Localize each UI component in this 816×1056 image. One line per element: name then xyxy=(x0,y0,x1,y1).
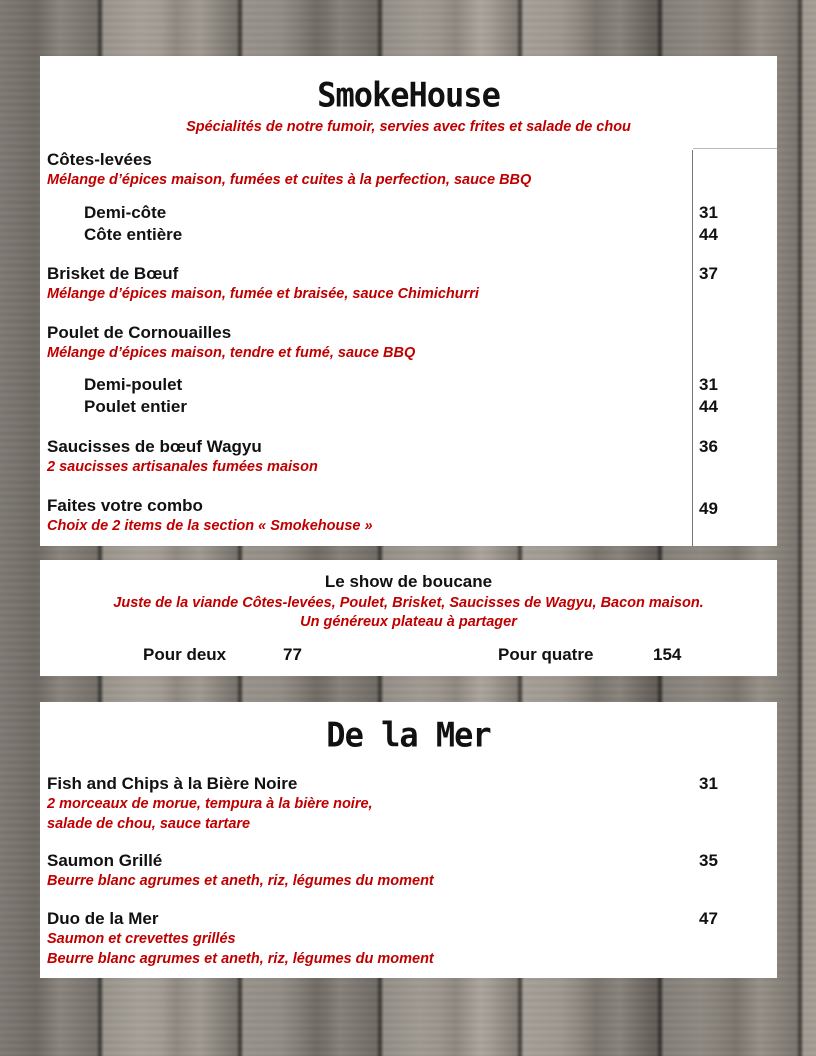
mer-section xyxy=(40,702,777,978)
option-price: 44 xyxy=(699,397,718,416)
menu-item-description: Mélange d’épices maison, tendre et fumé, sauce BBQ xyxy=(47,345,416,361)
menu-item-description: 2 saucisses artisanales fumées maison xyxy=(47,459,318,475)
menu-item-cotes-levees xyxy=(47,150,531,191)
menu-item-name: Faites votre combo xyxy=(47,496,203,515)
menu-item-fish-chips xyxy=(47,774,373,834)
menu-item-price: 35 xyxy=(699,851,718,870)
smokehouse-title: SmokeHouse xyxy=(317,75,500,115)
menu-item-name: Poulet de Cornouailles xyxy=(47,323,232,342)
price-column-divider-top xyxy=(693,148,777,149)
mer-title: De la Mer xyxy=(326,715,491,755)
menu-item-description: Mélange d’épices maison, fumées et cuites à la perfection, sauce BBQ xyxy=(47,172,532,188)
menu-item-price: 37 xyxy=(699,264,718,283)
menu-item-name: Fish and Chips à la Bière Noire xyxy=(47,774,298,793)
option-label: Poulet entier xyxy=(84,397,187,416)
menu-item-combo xyxy=(47,496,373,537)
menu-item-duo xyxy=(47,909,434,969)
menu-item-description: Choix de 2 items de la section « Smokehouse » xyxy=(47,518,373,534)
smokehouse-section xyxy=(40,56,777,546)
menu-item-description: 2 morceaux de morue, tempura à la bière noire, xyxy=(47,796,373,812)
show-description-line: Juste de la viande Côtes-levées, Poulet, Brisket, Saucisses de Wagyu, Bacon maison. xyxy=(113,595,704,611)
menu-item-description: salade de chou, sauce tartare xyxy=(47,816,251,832)
menu-item-description: Saumon et crevettes grillés xyxy=(47,931,236,947)
menu-item-name: Saucisses de bœuf Wagyu xyxy=(47,437,262,456)
menu-item-description: Mélange d’épices maison, fumée et braisée, sauce Chimichurri xyxy=(47,286,479,302)
menu-item-price: 47 xyxy=(699,909,718,928)
show-option-price: 77 xyxy=(283,645,302,664)
menu-item-price: 36 xyxy=(699,437,718,456)
menu-item-brisket xyxy=(47,264,479,305)
smokehouse-subtitle: Spécialités de notre fumoir, servies avec frites et salade de chou xyxy=(186,119,631,135)
show-section xyxy=(40,560,777,676)
menu-item-name: Côtes-levées xyxy=(47,150,152,169)
menu-item-name: Duo de la Mer xyxy=(47,909,159,928)
menu-item-saucisses xyxy=(47,437,318,478)
show-option-label: Pour deux xyxy=(143,645,227,664)
show-description-line: Un généreux plateau à partager xyxy=(300,614,517,630)
option-price: 31 xyxy=(699,203,718,222)
show-title: Le show de boucane xyxy=(324,572,493,591)
menu-item-price: 31 xyxy=(699,774,718,793)
option-label: Côte entière xyxy=(84,225,183,244)
show-option-label: Pour quatre xyxy=(498,645,594,664)
menu-item-name: Saumon Grillé xyxy=(47,851,163,870)
option-label: Demi-côte xyxy=(84,203,167,222)
menu-item-description: Beurre blanc agrumes et aneth, riz, légumes du moment xyxy=(47,951,434,967)
show-option-price: 154 xyxy=(653,645,682,664)
option-label: Demi-poulet xyxy=(84,375,183,394)
menu-item-description: Beurre blanc agrumes et aneth, riz, légumes du moment xyxy=(47,873,434,889)
option-price: 31 xyxy=(699,375,718,394)
menu-item-name: Brisket de Bœuf xyxy=(47,264,179,283)
price-column-divider xyxy=(692,150,693,546)
menu-item-price: 49 xyxy=(699,499,718,518)
menu-item-saumon xyxy=(47,851,434,892)
option-price: 44 xyxy=(699,225,718,244)
menu-item-poulet xyxy=(47,323,415,364)
